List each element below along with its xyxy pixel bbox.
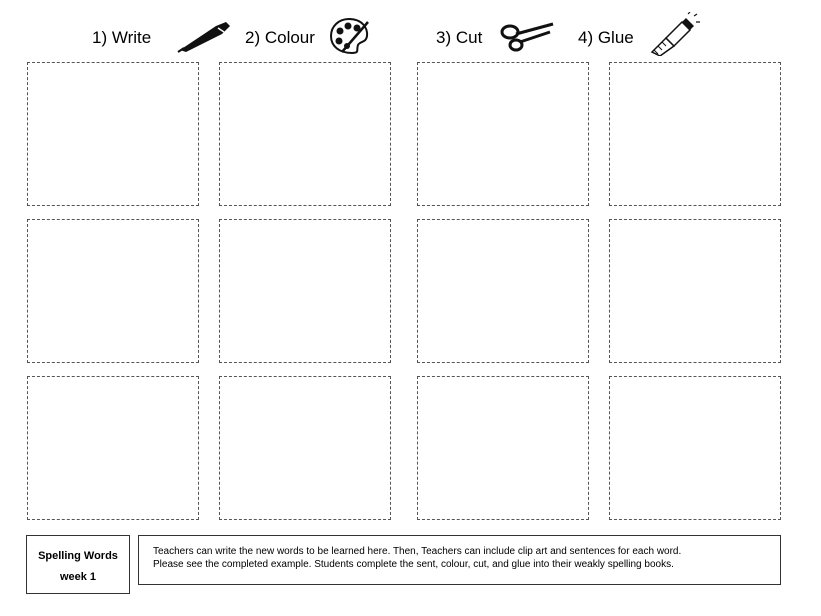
word-box-r2-c4 (609, 219, 781, 363)
pen-icon (176, 18, 232, 54)
title-line-1: Spelling Words (38, 550, 118, 562)
word-box-r3-c2 (219, 376, 391, 520)
word-box-r3-c4 (609, 376, 781, 520)
scissors-icon (498, 20, 556, 52)
spelling-words-title-box (26, 535, 130, 594)
word-box-r3-c1 (27, 376, 199, 520)
word-box-r2-c2 (219, 219, 391, 363)
word-box-r1-c2 (219, 62, 391, 206)
word-box-r1-c3 (417, 62, 589, 206)
palette-icon (328, 16, 370, 56)
step-glue-label: 4) Glue (578, 28, 634, 47)
instructions-header (0, 0, 821, 60)
word-box-r3-c3 (417, 376, 589, 520)
teacher-note-box (138, 535, 781, 585)
step-write-label: 1) Write (92, 28, 152, 47)
step-cut-label: 3) Cut (436, 28, 483, 47)
step-colour-label: 2) Colour (245, 28, 315, 47)
note-line-1: Teachers can write the new words to be learned here. Then, Teachers can include clip art and sentences for each word. (153, 546, 682, 557)
word-box-r1-c4 (609, 62, 781, 206)
word-box-r2-c1 (27, 219, 199, 363)
note-line-2: Please see the completed example. Students complete the sent, colour, cut, and glue into their weakly spelling books. (153, 559, 674, 570)
title-line-2: week 1 (59, 571, 97, 583)
glue-icon (646, 12, 700, 56)
word-box-r2-c3 (417, 219, 589, 363)
word-box-r1-c1 (27, 62, 199, 206)
